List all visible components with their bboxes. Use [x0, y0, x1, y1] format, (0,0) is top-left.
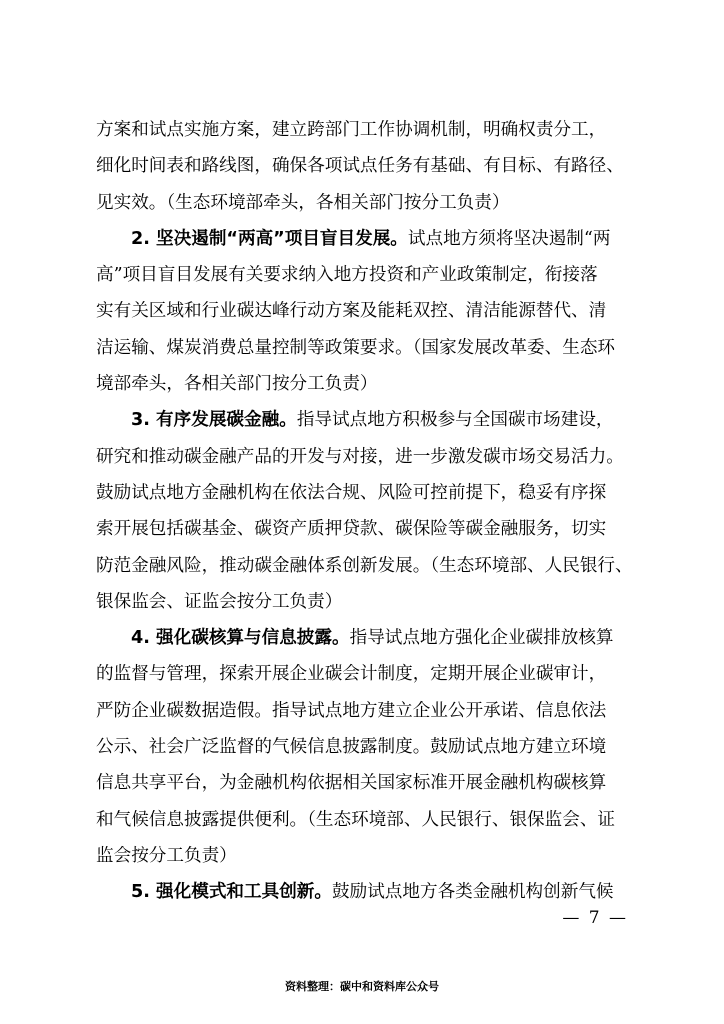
- text-line: 信息共享平台，为金融机构依据相关国家标准开展金融机构碳核算: [96, 773, 607, 794]
- text-line: 严防企业碳数据造假。指导试点地方建立企业公开承诺、信息依法: [96, 700, 607, 721]
- text-line: 银保监会、证监会按分工负责）: [96, 591, 343, 612]
- section-heading-5: 5. 强化模式和工具创新。: [131, 882, 332, 903]
- paragraph-first-line: [96, 620, 636, 656]
- text-line: 监会按分工负责）: [96, 845, 237, 866]
- paragraph-first-line: [96, 221, 636, 257]
- text-line: 见实效。（生态环境部牵头，各相关部门按分工负责）: [96, 192, 510, 213]
- text-line: 指导试点地方积极参与全国碳市场建设，: [296, 410, 614, 431]
- footer-credit: 资料整理：碳中和资料库公众号: [285, 980, 439, 993]
- text-line: 鼓励试点地方各类金融机构创新气候: [332, 882, 614, 903]
- text-line: 指导试点地方强化企业碳排放核算: [349, 628, 614, 649]
- text-line: 实有关区域和行业碳达峰行动方案及能耗双控、清洁能源替代、清: [96, 301, 607, 322]
- text-line: 鼓励试点地方金融机构在依法合规、风险可控前提下，稳妥有序探: [96, 482, 607, 503]
- page-number: — 7 —: [562, 908, 628, 928]
- text-line: 试点地方须将坚决遏制“两: [407, 228, 611, 249]
- text-line: 方案和试点实施方案，建立跨部门工作协调机制，明确权责分工，: [96, 120, 607, 140]
- body-text: [96, 112, 636, 911]
- text-line: 境部牵头，各相关部门按分工负责）: [96, 374, 378, 395]
- section-heading-2: 2. 坚决遏制“两高”项目盲目发展。: [131, 228, 408, 249]
- text-line: 的监督与管理，探索开展企业碳会计制度，定期开展企业碳审计，: [96, 664, 607, 685]
- text-line: 和气候信息披露提供便利。（生态环境部、人民银行、银保监会、证: [96, 809, 616, 830]
- paragraph-first-line: [96, 874, 636, 910]
- section-heading-3: 3. 有序发展碳金融。: [131, 410, 297, 431]
- text-line: 洁运输、煤炭消费总量控制等政策要求。（国家发展改革委、生态环: [96, 337, 616, 358]
- text-line: 防范金融风险，推动碳金融体系创新发展。（生态环境部、人民银行、: [96, 555, 633, 576]
- paragraph-first-line: [96, 402, 636, 438]
- text-line: 公示、社会广泛监督的气候信息披露制度。鼓励试点地方建立环境: [96, 737, 607, 758]
- text-line: 高”项目盲目发展有关要求纳入地方投资和产业政策制定，衔接落: [96, 265, 598, 286]
- section-heading-4: 4. 强化碳核算与信息披露。: [131, 628, 350, 649]
- text-line: 索开展包括碳基金、碳资产质押贷款、碳保险等碳金融服务，切实: [96, 519, 607, 540]
- text-line: 细化时间表和路线图，确保各项试点任务有基础、有目标、有路径、: [96, 156, 624, 177]
- text-line: 研究和推动碳金融产品的开发与对接，进一步激发碳市场交易活力。: [96, 446, 624, 467]
